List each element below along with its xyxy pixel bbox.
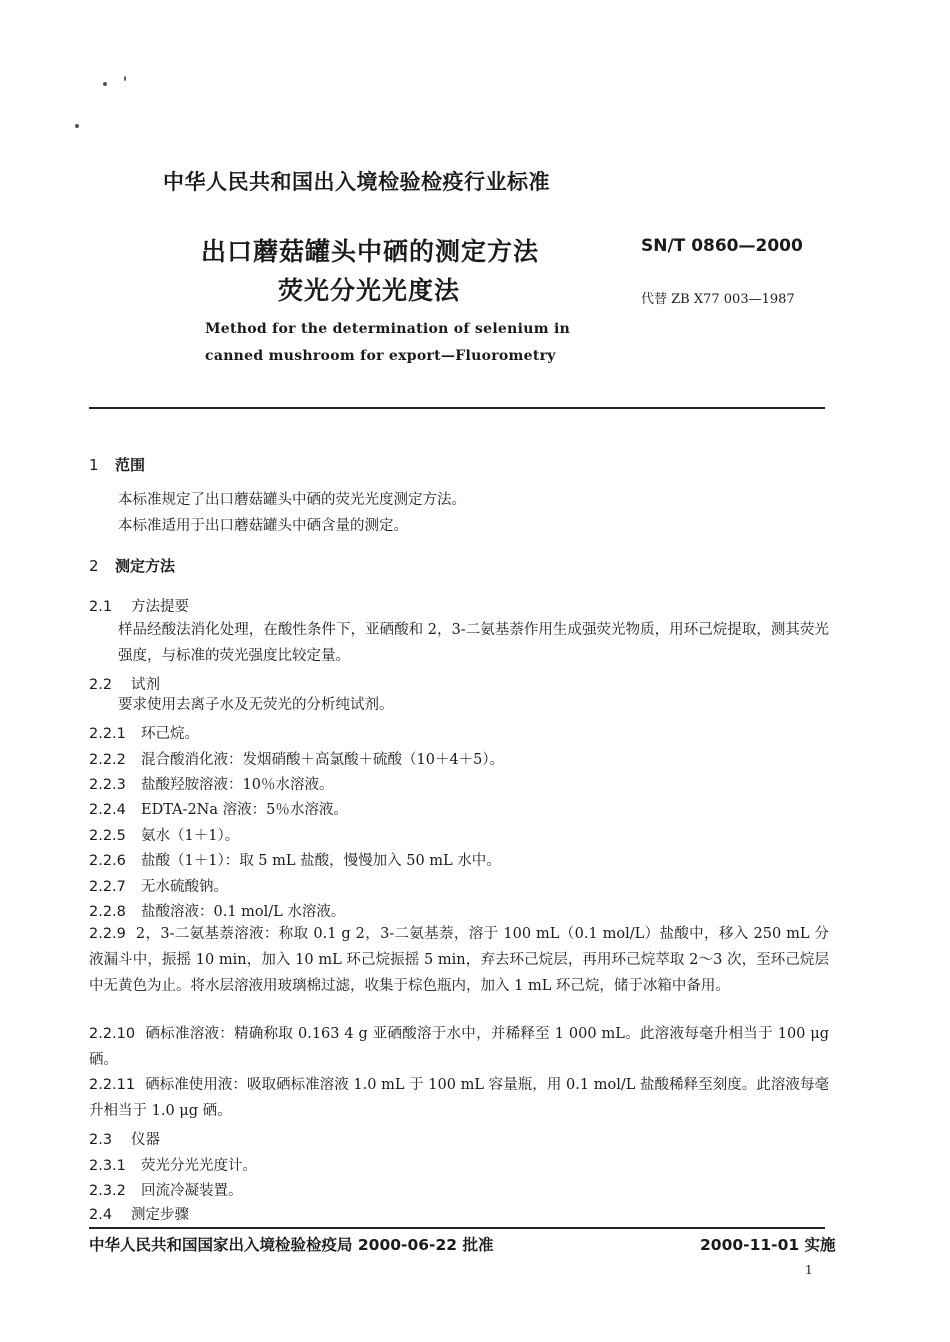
clause-text: 2，3-二氨基萘溶液：称取 0.1 g 2，3-二氨基萘，溶于 100 mL（0.1 mol/L）盐酸中，移入 250 mL 分液漏斗中，振摇 10 min，加入 10 mL 环己烷振摇 5 min，弃去环己烷层，再用环己烷萃取 2～3 次，至环己烷层中无黄色为止。将水层溶液用玻璃棉过滤，收集于棕色瓶内，加入 1 mL 环己烷，储于冰箱中备用。: [89, 926, 829, 994]
clause-text: 硒标准使用液：吸取硒标准溶液 1.0 mL 于 100 mL 容量瓶，用 0.1 mol/L 盐酸稀释至刻度。此溶液每毫升相当于 1.0 μg 硒。: [89, 1077, 829, 1119]
clause-number: 2.2.4: [89, 802, 126, 818]
clause-2-3-1: [89, 1154, 257, 1175]
title-chinese-line2: 荧光分光光度法: [278, 276, 461, 305]
clause-2-4: [89, 1203, 189, 1224]
section-2-heading: [89, 555, 175, 576]
clause-text: 仪器: [131, 1132, 160, 1148]
clause-text: 测定步骤: [131, 1207, 189, 1223]
section-title: 范围: [115, 456, 146, 474]
clause-text: 盐酸溶液：0.1 mol/L 水溶液。: [141, 904, 346, 920]
clause-number: 2.1: [89, 599, 113, 615]
clause-number: 2.2.1: [89, 726, 126, 742]
clause-number: 2.3.1: [89, 1158, 126, 1174]
effective-date: 2000-11-01 实施: [700, 1236, 836, 1254]
clause-number: 2.3: [89, 1132, 113, 1148]
scan-speck: [124, 76, 126, 81]
clause-number: 2.2.7: [89, 879, 126, 895]
clause-2-2-9: [89, 921, 829, 999]
clause-2-2-5: [89, 824, 239, 845]
section-title: 测定方法: [115, 557, 176, 575]
page-number: 1: [805, 1263, 813, 1277]
replaces-standard: 代替 ZB X77 003—1987: [641, 292, 795, 307]
scan-speck: [103, 82, 107, 86]
clause-text: 荧光分光光度计。: [141, 1158, 257, 1174]
section-number: 2: [89, 557, 99, 575]
clause-2-2-3: [89, 773, 333, 794]
title-english-line2: canned mushroom for export—Fluorometry: [205, 348, 556, 364]
approval-line: 中华人民共和国国家出入境检验检疫局 2000-06-22 批准: [89, 1236, 494, 1254]
clause-2-2-6: [89, 849, 501, 870]
clause-2-2-11: [89, 1072, 829, 1124]
clause-text: 无水硫酸钠。: [141, 879, 228, 895]
title-chinese-line1: 出口蘑菇罐头中硒的测定方法: [201, 237, 540, 266]
clause-2-2-2: [89, 748, 504, 769]
clause-text: 方法提要: [131, 599, 189, 615]
clause-text: 混合酸消化液：发烟硝酸＋高氯酸＋硫酸（10＋4＋5）。: [141, 752, 505, 768]
clause-2-1-body: [89, 617, 829, 669]
clause-number: 2.2.11: [89, 1077, 136, 1093]
clause-2-2-1: [89, 722, 199, 743]
standard-number: SN/T 0860—2000: [641, 236, 803, 256]
clause-text: EDTA-2Na 溶液：5％水溶液。: [141, 802, 348, 818]
clause-text: 盐酸（1＋1）：取 5 mL 盐酸，慢慢加入 50 mL 水中。: [141, 853, 501, 869]
scope-paragraph-1: 本标准规定了出口蘑菇罐头中硒的荧光光度测定方法。: [118, 492, 466, 508]
clause-text: 试剂: [131, 677, 160, 693]
clause-2-1: [89, 595, 189, 616]
clause-text: 氨水（1＋1）。: [141, 828, 240, 844]
clause-number: 2.2.2: [89, 752, 126, 768]
clause-number: 2.4: [89, 1207, 113, 1223]
clause-text: 环己烷。: [141, 726, 199, 742]
method-summary-text: 样品经酸法消化处理，在酸性条件下，亚硒酸和 2，3-二氨基萘作用生成强荧光物质，用环己烷提取，测其荧光强度，与标准的荧光强度比较定量。: [118, 622, 829, 664]
footer-divider: [89, 1227, 825, 1229]
reagents-requirement: 要求使用去离子水及无荧光的分析纯试剂。: [118, 697, 394, 713]
clause-number: 2.2.6: [89, 853, 126, 869]
clause-text: 硒标准溶液：精确称取 0.163 4 g 亚硒酸溶于水中，并稀释至 1 000 mL。此溶液每毫升相当于 100 μg 硒。: [89, 1026, 829, 1068]
clause-text: 回流冷凝装置。: [141, 1183, 243, 1199]
clause-2-3-2: [89, 1179, 243, 1200]
clause-number: 2.3.2: [89, 1183, 126, 1199]
scan-speck: [75, 124, 79, 128]
clause-2-3: [89, 1128, 160, 1149]
clause-number: 2.2.10: [89, 1026, 136, 1042]
clause-2-2: [89, 673, 160, 694]
clause-text: 盐酸羟胺溶液：10％水溶液。: [141, 777, 334, 793]
clause-number: 2.2.9: [89, 926, 126, 942]
scope-paragraph-2: 本标准适用于出口蘑菇罐头中硒含量的测定。: [118, 518, 408, 534]
clause-number: 2.2: [89, 677, 113, 693]
section-number: 1: [89, 456, 99, 474]
header-divider: [89, 407, 825, 409]
clause-number: 2.2.3: [89, 777, 126, 793]
clause-number: 2.2.5: [89, 828, 126, 844]
issuing-organization: 中华人民共和国出入境检验检疫行业标准: [163, 170, 550, 194]
title-english-line1: Method for the determination of selenium in: [205, 321, 571, 337]
section-1-heading: [89, 454, 145, 475]
clause-number: 2.2.8: [89, 904, 126, 920]
clause-2-2-8: [89, 900, 345, 921]
clause-2-2-10: [89, 1021, 829, 1073]
clause-2-2-4: [89, 798, 348, 819]
clause-2-2-7: [89, 875, 228, 896]
